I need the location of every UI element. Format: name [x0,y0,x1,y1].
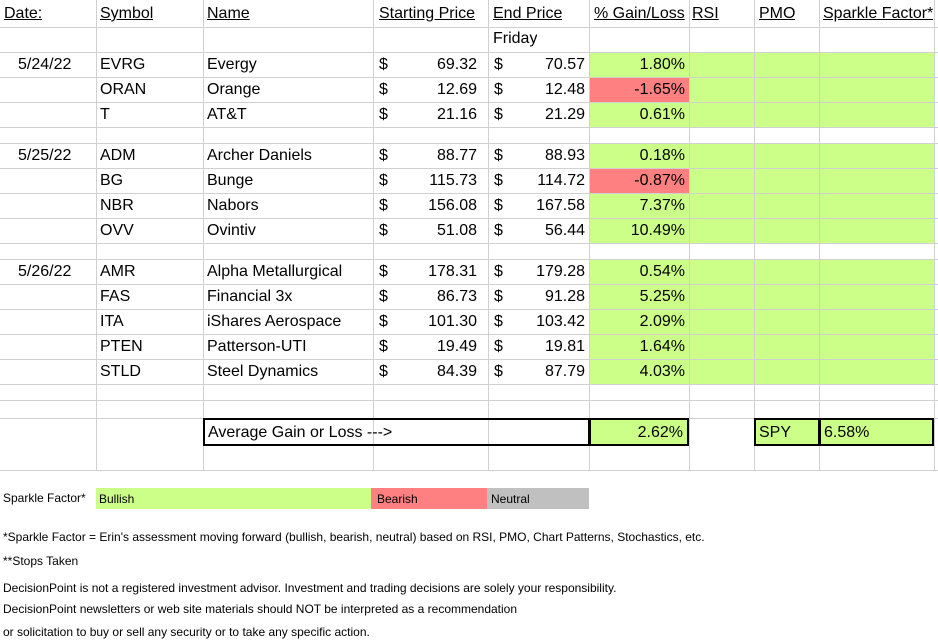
currency-symbol: $ [494,222,503,239]
gain-loss-cell: 0.61% [589,102,689,127]
name-cell: Bunge [207,172,254,189]
gain-loss-cell: 0.54% [589,259,689,284]
grid-line [0,284,938,285]
currency-symbol: $ [379,81,388,98]
average-label-box [203,418,590,446]
start-price-cell: 115.73 [429,172,477,189]
start-price-cell: 156.08 [428,197,477,214]
grid-line [819,0,820,470]
note-sparkle-factor: *Sparkle Factor = Erin's assessment moving forward (bullish, bearish, neutral) based on RSI, PMO, Chart Patterns, Stochastics, etc. [3,530,705,544]
start-price-cell: 19.49 [436,338,477,355]
date-cell: 5/25/22 [18,147,72,164]
start-price-cell: 101.30 [428,313,477,330]
grid-line [0,218,938,219]
currency-symbol: $ [494,172,503,189]
date-cell [18,284,96,309]
name-cell: iShares Aerospace [207,313,342,330]
sparkle-factor-cell [819,168,934,193]
end-price-cell: 87.79 [544,363,585,380]
spy-label: SPY [754,418,820,446]
gain-loss-cell: 2.09% [589,309,689,334]
header-pmo: PMO [759,5,796,22]
name-cell: Steel Dynamics [207,363,319,380]
currency-symbol: $ [494,263,503,280]
start-price-cell: 69.32 [436,56,477,73]
rsi-cell [689,334,754,359]
symbol-cell: EVRG [100,56,146,73]
currency-symbol: $ [379,263,388,280]
grid-line [0,27,938,28]
symbol-cell: ADM [100,147,136,164]
name-cell: Ovintiv [207,222,256,239]
sparkle-factor-cell [819,309,934,334]
note-stops-taken: **Stops Taken [3,554,79,568]
header-symbol: Symbol [100,5,154,22]
sparkle-factor-cell [819,284,934,309]
sparkle-factor-cell [819,193,934,218]
rsi-cell [689,193,754,218]
grid-line [0,243,938,244]
rsi-cell [689,143,754,168]
grid-line [589,0,590,470]
header-rsi: RSI [692,5,719,22]
date-cell [18,218,96,243]
start-price-cell: 178.31 [428,263,477,280]
disclaimer-line-3: or solicitation to buy or sell any security or to take any specific action. [3,625,370,639]
date-cell [18,77,96,102]
date-cell [18,359,96,384]
grid-line [934,0,935,470]
grid-line [0,359,938,360]
pmo-cell [754,284,819,309]
legend-bearish: Bearish [371,488,487,509]
rsi-cell [689,168,754,193]
currency-symbol: $ [379,338,388,355]
legend-label: Sparkle Factor* [3,491,86,505]
gain-loss-cell: 5.25% [589,284,689,309]
sparkle-factor-cell [819,102,934,127]
grid-line [689,0,690,470]
gain-loss-cell: 1.80% [589,52,689,77]
sparkle-factor-cell [819,218,934,243]
currency-symbol: $ [379,56,388,73]
start-price-cell: 21.16 [436,106,477,123]
grid-line [0,168,938,169]
end-price-cell: 103.42 [536,313,585,330]
name-cell: Evergy [207,56,257,73]
currency-symbol: $ [494,197,503,214]
header-starting-price: Starting Price [379,5,476,22]
currency-symbol: $ [494,288,503,305]
pmo-cell [754,334,819,359]
end-price-cell: 56.44 [544,222,585,239]
end-price-cell: 91.28 [544,288,585,305]
grid-line [0,309,938,310]
grid-line [0,334,938,335]
currency-symbol: $ [494,106,503,123]
sparkle-factor-cell [819,52,934,77]
grid-line [0,384,938,385]
pmo-cell [754,52,819,77]
header-name: Name [207,5,250,22]
sparkle-factor-cell [819,143,934,168]
symbol-cell: BG [100,172,124,189]
grid-line [96,0,97,470]
end-price-cell: 21.29 [544,106,585,123]
rsi-cell [689,218,754,243]
currency-symbol: $ [494,363,503,380]
sparkle-factor-cell [819,359,934,384]
currency-symbol: $ [379,106,388,123]
date-cell: 5/24/22 [18,56,72,73]
pmo-cell [754,193,819,218]
currency-symbol: $ [494,313,503,330]
symbol-cell: NBR [100,197,134,214]
legend-neutral: Neutral [487,488,589,509]
grid-line [0,193,938,194]
symbol-cell: AMR [100,263,136,280]
name-cell: Alpha Metallurgical [207,263,343,280]
grid-line [0,102,938,103]
currency-symbol: $ [379,363,388,380]
currency-symbol: $ [494,147,503,164]
disclaimer-line-2: DecisionPoint newsletters or web site materials should NOT be interpreted as a recommendation [3,602,518,616]
pmo-cell [754,309,819,334]
pmo-cell [754,218,819,243]
symbol-cell: FAS [100,288,131,305]
currency-symbol: $ [379,313,388,330]
end-price-cell: 19.81 [544,338,585,355]
end-price-cell: 179.28 [536,263,585,280]
grid-line [0,259,938,260]
sparkle-factor-cell [819,259,934,284]
start-price-cell: 88.77 [436,147,477,164]
currency-symbol: $ [494,56,503,73]
grid-line [203,0,204,470]
gain-loss-cell: 0.18% [589,143,689,168]
legend-bullish: Bullish [96,488,371,509]
currency-symbol: $ [379,197,388,214]
date-cell [18,334,96,359]
pmo-cell [754,102,819,127]
gain-loss-cell: 10.49% [589,218,689,243]
pmo-cell [754,259,819,284]
header-date: Date: [4,5,43,22]
pmo-cell [754,168,819,193]
grid-line [0,470,938,471]
sparkle-factor-cell [819,77,934,102]
header-gain-loss: % Gain/Loss [594,5,685,22]
grid-line [0,127,938,128]
rsi-cell [689,52,754,77]
end-price-cell: 114.72 [537,172,585,189]
symbol-cell: ORAN [100,81,147,98]
pmo-cell [754,77,819,102]
start-price-cell: 51.08 [436,222,477,239]
pmo-cell [754,143,819,168]
rsi-cell [689,77,754,102]
start-price-cell: 12.69 [436,81,477,98]
symbol-cell: T [100,106,110,123]
end-price-cell: 12.48 [544,81,585,98]
gain-loss-cell: -1.65% [589,77,689,102]
name-cell: Patterson-UTI [207,338,307,355]
date-cell: 5/26/22 [18,263,72,280]
grid-line [0,143,938,144]
symbol-cell: OVV [100,222,134,239]
header-end-price-sub: Friday [493,30,538,47]
end-price-cell: 70.57 [544,56,585,73]
header-sparkle-factor: Sparkle Factor* [823,5,934,22]
rsi-cell [689,309,754,334]
date-cell [18,193,96,218]
header-end-price: End Price [493,5,563,22]
average-value: 2.62% [589,418,689,446]
rsi-cell [689,359,754,384]
gain-loss-cell: 4.03% [589,359,689,384]
gain-loss-cell: 1.64% [589,334,689,359]
name-cell: Orange [207,81,261,98]
symbol-cell: ITA [100,313,124,330]
end-price-cell: 167.58 [536,197,585,214]
symbol-cell: STLD [100,363,141,380]
spy-value: 6.58% [819,418,934,446]
name-cell: Archer Daniels [207,147,312,164]
average-label: Average Gain or Loss ---> [208,424,393,441]
symbol-cell: PTEN [100,338,143,355]
disclaimer-line-1: DecisionPoint is not a registered investment advisor. Investment and trading decisions are solely your responsibility. [3,581,617,595]
name-cell: AT&T [207,106,247,123]
end-price-cell: 88.93 [544,147,585,164]
currency-symbol: $ [494,338,503,355]
grid-line [373,0,374,470]
grid-line [488,0,489,470]
rsi-cell [689,259,754,284]
rsi-cell [689,102,754,127]
currency-symbol: $ [379,147,388,164]
gain-loss-cell: 7.37% [589,193,689,218]
currency-symbol: $ [494,81,503,98]
currency-symbol: $ [379,222,388,239]
currency-symbol: $ [379,288,388,305]
pmo-cell [754,359,819,384]
date-cell [18,102,96,127]
rsi-cell [689,284,754,309]
gain-loss-cell: -0.87% [589,168,689,193]
start-price-cell: 86.73 [436,288,477,305]
grid-line [754,0,755,470]
date-cell [18,168,96,193]
sparkle-factor-cell [819,334,934,359]
grid-line [0,52,938,53]
grid-line [0,400,938,401]
name-cell: Financial 3x [207,288,293,305]
grid-line [0,77,938,78]
start-price-cell: 84.39 [436,363,477,380]
currency-symbol: $ [379,172,388,189]
date-cell [18,309,96,334]
name-cell: Nabors [207,197,259,214]
